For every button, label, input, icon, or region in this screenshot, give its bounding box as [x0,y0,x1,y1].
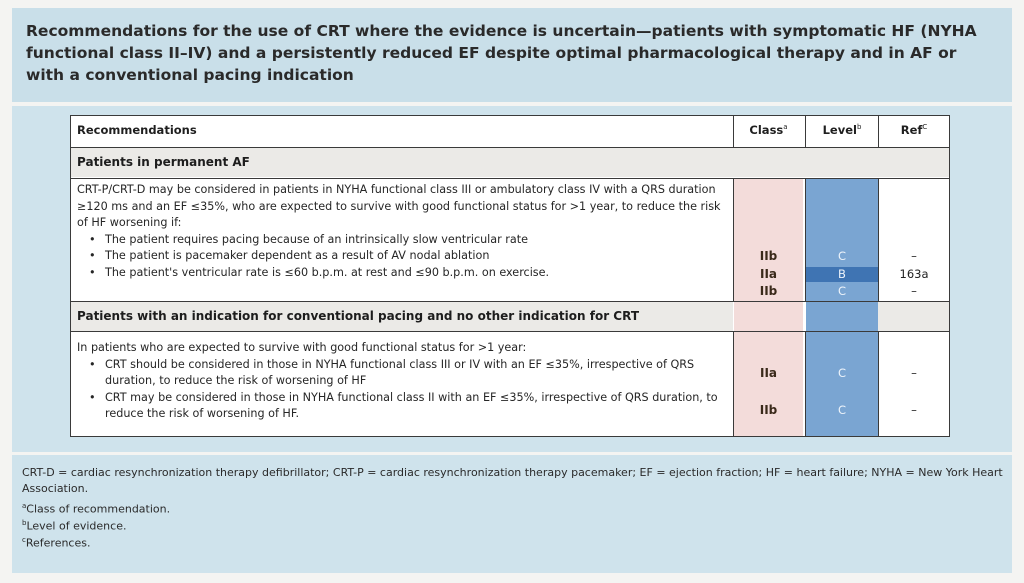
header-ref [879,123,949,137]
recommendations-table [70,115,950,437]
row-divider [71,301,949,302]
class-value: IIa [759,267,778,281]
abbreviations-note: CRT-D = cardiac resynchronization therapy defibrillator; CRT-P = cardiac resynchronization therapy pacemaker; EF = ejection fraction; HF = heart failure; NYHA = New York Heart Association. [22,466,1003,495]
ref-value: – [911,284,917,298]
table-title: Recommendations for the use of CRT where the evidence is uncertain—patients with symptomatic HF (NYHA functional class II–IV) and a persistently reduced EF despite optimal pharmacological therapy and in AF or with a conventional pacing indication [26,22,977,84]
list-item: • CRT may be considered in those in NYHA functional class II with an EF ≤35%, irrespective of QRS duration, to reduce the risk of worsening of HF. [77,390,727,423]
level-value: C [837,249,847,263]
col-divider [805,116,806,148]
level-column-bg [806,179,878,436]
section-heading-af-label: Patients in permanent AF [77,155,250,169]
list-item: • The patient is pacemaker dependent as a result of AV nodal ablation [77,248,727,265]
footnote-c-text: References. [25,536,91,550]
class-value: IIb [759,249,778,263]
section-heading-pacing-label: Patients with an indication for conventional pacing and no other indication for CRT [77,309,640,323]
footnote-c-sup: c [22,536,26,544]
header-ref-sup: C [922,123,928,132]
header-level-sup: b [856,123,862,132]
section1-intro: CRT-P/CRT-D may be considered in patients in NYHA functional class III or ambulatory class IV with a QRS duration ≥120 ms and an EF ≤35%, who are expected to survive with good functional status for >1 year, to reduce the risk of HF worsening if: [77,183,721,229]
col-divider [733,116,734,148]
footnote-b-text: Level of evidence. [26,519,127,533]
ref-value: 163a [899,267,929,281]
section2-ref-cell-bg [878,302,949,331]
col-divider [878,331,879,437]
ref-value: – [911,249,917,263]
level-value: C [837,284,847,298]
header-class-sup: a [783,123,788,132]
ref-value: – [911,403,917,417]
table-panel [12,106,1012,452]
footnote-a-sup: a [22,502,27,510]
section1-bullets [77,232,727,282]
class-value: IIb [759,284,778,298]
section-heading-af [71,148,949,177]
footnote-a-text: Class of recommendation. [26,502,171,516]
ref-value: – [911,366,917,380]
list-item: • CRT should be considered in those in NYHA functional class III or IV with an EF ≤35%, irrespective of QRS duration, to reduce the risk of worsening of HF [77,357,727,390]
class-value: IIb [759,403,778,417]
class-column-bg [734,179,803,436]
class-value: IIa [759,366,778,380]
list-item: • The patient requires pacing because of an intrinsically slow ventricular rate [77,232,727,249]
section1-body [77,182,727,281]
level-value: B [838,267,846,281]
list-item: • The patient's ventricular rate is ≤60 b.p.m. at rest and ≤90 b.p.m. on exercise. [77,265,727,282]
row-divider [71,331,949,332]
col-divider [805,178,806,302]
footnotes [12,455,1012,573]
header-ref-label: Ref [900,123,923,137]
title-box [12,8,1012,102]
header-level [806,123,878,137]
header-class-label: Class [749,123,784,137]
row-divider [71,147,949,148]
level-value: C [837,366,847,380]
col-divider [805,331,806,437]
section2-intro: In patients who are expected to survive with good functional status for >1 year: [77,341,527,354]
col-divider [878,116,879,148]
footnote-b-sup: b [22,519,27,527]
footnote-c [22,532,90,552]
row-divider [71,178,949,179]
col-divider [733,178,734,302]
header-class [734,123,803,137]
section2-body [77,340,727,423]
header-recommendations: Recommendations [77,123,197,137]
section2-bullets [77,357,727,423]
header-level-label: Level [822,123,857,137]
level-value: C [837,403,847,417]
col-divider [878,178,879,302]
col-divider [733,331,734,437]
section-heading-pacing [71,302,733,331]
